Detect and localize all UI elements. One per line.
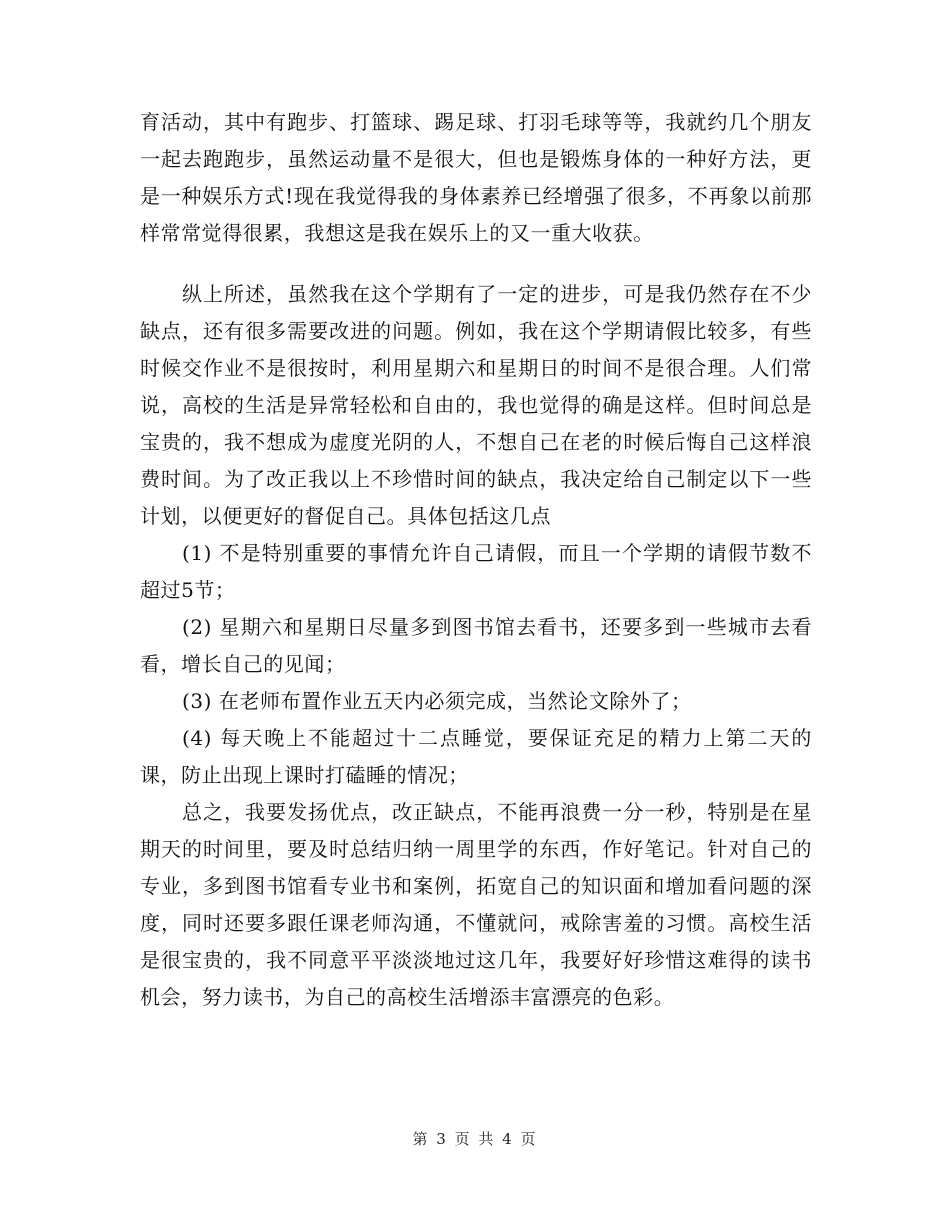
paragraph-continuation: 育活动，其中有跑步、打篮球、踢足球、打羽毛球等等，我就约几个朋友一起去跑跑步，虽然运动量不是很大，但也是锻炼身体的一种好方法，更是一种娱乐方式!现在我觉得我的身体素养已经增强了很多，不再象以前那样常常觉得很累，我想这是我在娱乐上的又一重大收获。 (140, 110, 812, 245)
plan-item-1: (1) 不是特别重要的事情允许自己请假，而且一个学期的请假节数不超过5节； (140, 541, 812, 602)
paragraph-summary: 纵上所述，虽然我在这个学期有了一定的进步，可是我仍然存在不少缺点，还有很多需要改进的问题。例如，我在这个学期请假比较多，有些时候交作业不是很按时，利用星期六和星期日的时间不是很合理。人们常说，高校的生活是异常轻松和自由的，我也觉得的确是这样。但时间总是宝贵的，我不想成为虚度光阴的人，不想自己在老的时候后悔自己这样浪费时间。为了改正我以上不珍惜时间的缺点，我决定给自己制定以下一些计划，以便更好的督促自己。具体包括这几点 (140, 282, 812, 528)
paragraph-conclusion: 总之，我要发扬优点，改正缺点，不能再浪费一分一秒，特别是在星期天的时间里，要及时总结归纳一周里学的东西，作好笔记。针对自己的专业，多到图书馆看专业书和案例，拓宽自己的知识面和增加看问题的深度，同时还要多跟任课老师沟通，不懂就问，戒除害羞的习惯。高校生活是很宝贵的，我不同意平平淡淡地过这几年，我要好好珍惜这难得的读书机会，努力读书，为自己的高校生活增添丰富漂亮的色彩。 (140, 800, 812, 1009)
page-number-footer: 第 3 页 共 4 页 (412, 1130, 538, 1148)
plan-item-4: (4) 每天晚上不能超过十二点睡觉，要保证充足的精力上第二天的课，防止出现上课时打磕睡的情况； (140, 726, 812, 787)
plan-item-3: (3) 在老师布置作业五天内必须完成，当然论文除外了； (182, 689, 692, 713)
plan-item-2: (2) 星期六和星期日尽量多到图书馆去看书，还要多到一些城市去看看，增长自己的见闻； (140, 615, 812, 676)
document-body (140, 104, 812, 1016)
